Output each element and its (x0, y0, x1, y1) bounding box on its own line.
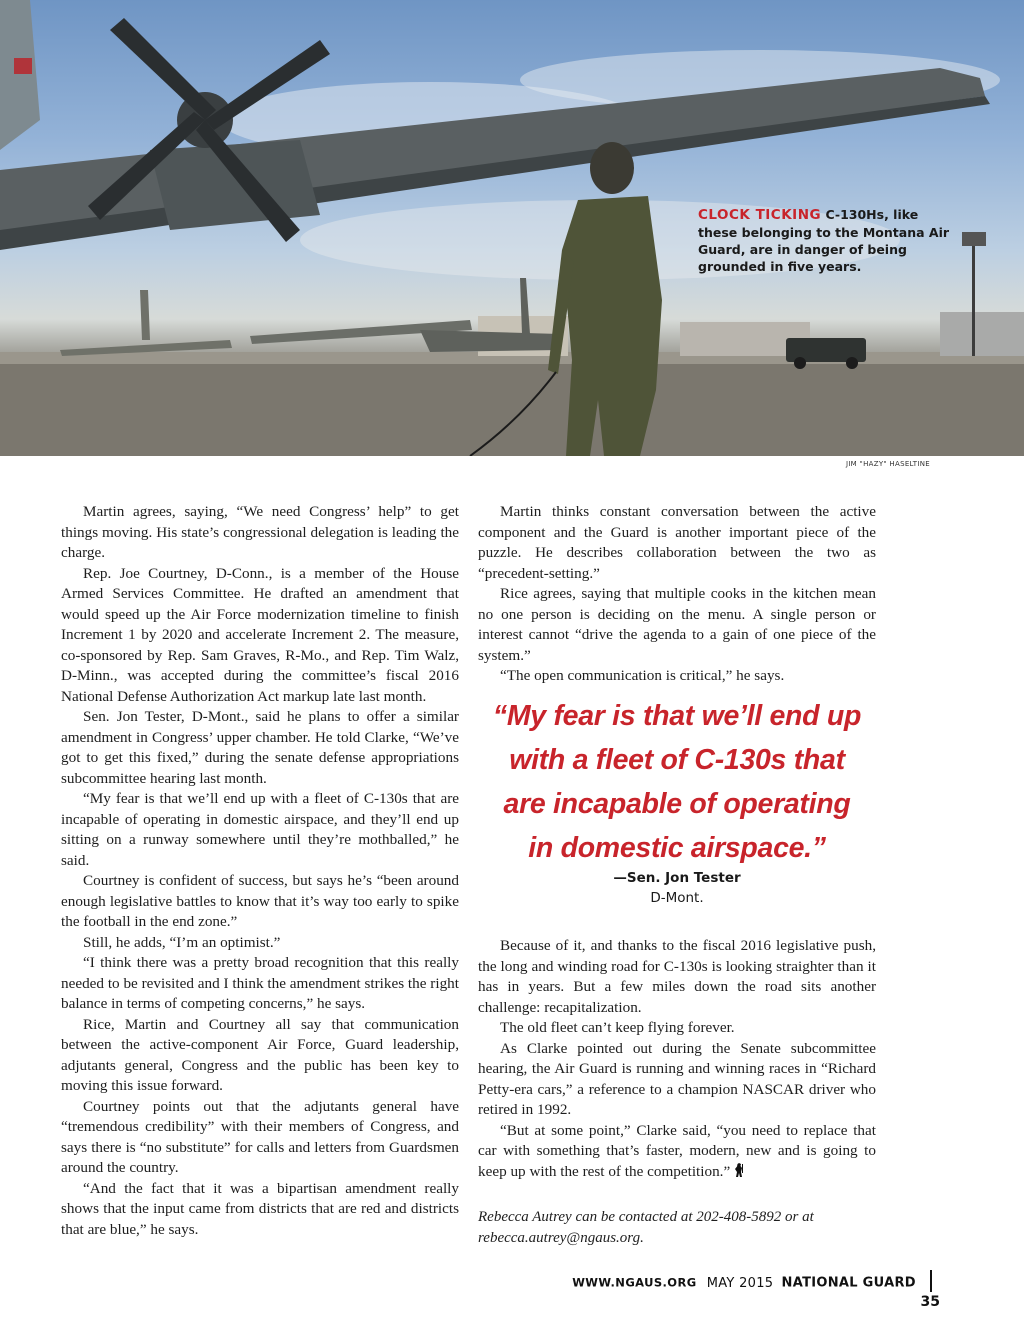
paragraph: “And the fact that it was a bipartisan amendment really shows that the input came from districts that are red and districts that are blue,” he says. (61, 1179, 459, 1238)
pull-quote-line: with a fleet of C-130s that (509, 744, 845, 776)
paragraph: As Clarke pointed out during the Senate subcommittee hearing, the Air Guard is running and winning races in “Richard Petty-era cars,” a reference to a champion NASCAR driver who retired in 1992. (478, 1039, 876, 1118)
paragraph: Still, he adds, “I’m an optimist.” (83, 933, 281, 951)
paragraph: Rep. Joe Courtney, D-Conn., is a member of the House Armed Services Committee. He drafted an amendment that would speed up the Air Force modernization timeline to finish Increment 1 by 2020 and accelerate Increment 2. The measure, co-sponsored by Rep. Sam Graves, R-Mo., and Rep. Tim Walz, D-Minn., was accepted during the committee’s fiscal 2016 National Defense Authorization Act markup late last month. (61, 564, 459, 705)
paragraph: Because of it, and thanks to the fiscal 2016 legislative push, the long and winding road for C-130s is looking straighter than it has in years. But a few miles down the road sits another challenge: recapitalization. (478, 937, 876, 1016)
attribution-title: D-Mont. (650, 890, 704, 906)
right-column-top (478, 502, 876, 687)
attribution-name: —Sen. Jon Tester (613, 870, 741, 886)
hero-photo (0, 0, 1024, 456)
right-column-bottom (478, 936, 876, 1182)
pull-quote-line: “My fear is that we’ll end up (492, 700, 862, 732)
left-column (61, 502, 459, 1240)
footer-divider (930, 1270, 932, 1292)
footer-url[interactable]: WWW.NGAUS.ORG (572, 1275, 697, 1290)
paragraph: The old fleet can’t keep flying forever. (500, 1019, 735, 1036)
paragraph: Courtney is confident of success, but says he’s “been around enough legislative battles to know that it’s way too early to spike the football in the end zone.” (61, 872, 459, 930)
pull-quote-attribution (478, 868, 876, 908)
paragraph: Rice agrees, saying that multiple cooks in the kitchen mean no one person is deciding on the menu. A single person or interest cannot “drive the agenda to a gain of one piece of the system.” (478, 585, 876, 664)
paragraph: Martin thinks constant conversation between the active component and the Guard is another important piece of the puzzle. He describes collaboration between the two as “precedent-setting.” (478, 503, 876, 582)
footer-date: MAY 2015 (706, 1275, 774, 1291)
pull-quote-line: in domestic airspace.” (528, 832, 826, 864)
caption-text: C-130Hs, like these belonging to the Montana Air Guard, are in danger of being grounded in five years. (698, 207, 950, 274)
pull-quote (478, 694, 876, 870)
paragraph: “My fear is that we’ll end up with a fleet of C-130s that are incapable of operating in domestic airspace, and they’ll end up sitting on a runway somewhere until they’re mothballed,” he said. (61, 790, 459, 869)
page-footer (560, 1272, 940, 1310)
paragraph: Rice, Martin and Courtney all say that communication between the active-component Air Force, Guard leadership, adjutants general, Congress and the public has been key to moving this issue forward. (61, 1015, 459, 1094)
paragraph: “The open communication is critical,” he says. (500, 667, 785, 684)
closing-paragraph (478, 1121, 876, 1183)
photo-credit: JIM "HAZY" HASELTINE (845, 460, 930, 468)
caption-kicker: CLOCK TICKING (698, 207, 822, 223)
paragraph: Sen. Jon Tester, D-Mont., said he plans to offer a similar amendment in Congress’ upper chamber. He told Clarke, “We’ve got to get this fixed,” during the senate defense appropriations subcommittee hearing last month. (61, 708, 459, 787)
footer-magazine: NATIONAL GUARD (781, 1275, 916, 1291)
page-number: 35 (920, 1294, 940, 1310)
photo-caption (698, 206, 958, 275)
paragraph: Courtney points out that the adjutants general have “tremendous credibility” with their members of Congress, and says there is “no substitute” for calls and letters from Guardsmen around the country. (61, 1097, 459, 1176)
paragraph: “I think there was a pretty broad recognition that this really needed to be revisited and I think the amendment strikes the right balance in terms of competing concerns,” he says. (61, 954, 459, 1012)
minuteman-icon (734, 1163, 744, 1177)
pull-quote-line: are incapable of operating (503, 788, 851, 820)
closing-text: “But at some point,” Clarke said, “you need to replace that car with something that’s faster, modern, new and is going to keep up with the rest of the competition.” (478, 1121, 876, 1180)
author-contact: Rebecca Autrey can be contacted at 202-408-5892 or at rebecca.autrey@ngaus.org. (478, 1209, 814, 1246)
paragraph: Martin agrees, saying, “We need Congress’ help” to get things moving. His state’s congressional delegation is leading the charge. (61, 503, 459, 561)
